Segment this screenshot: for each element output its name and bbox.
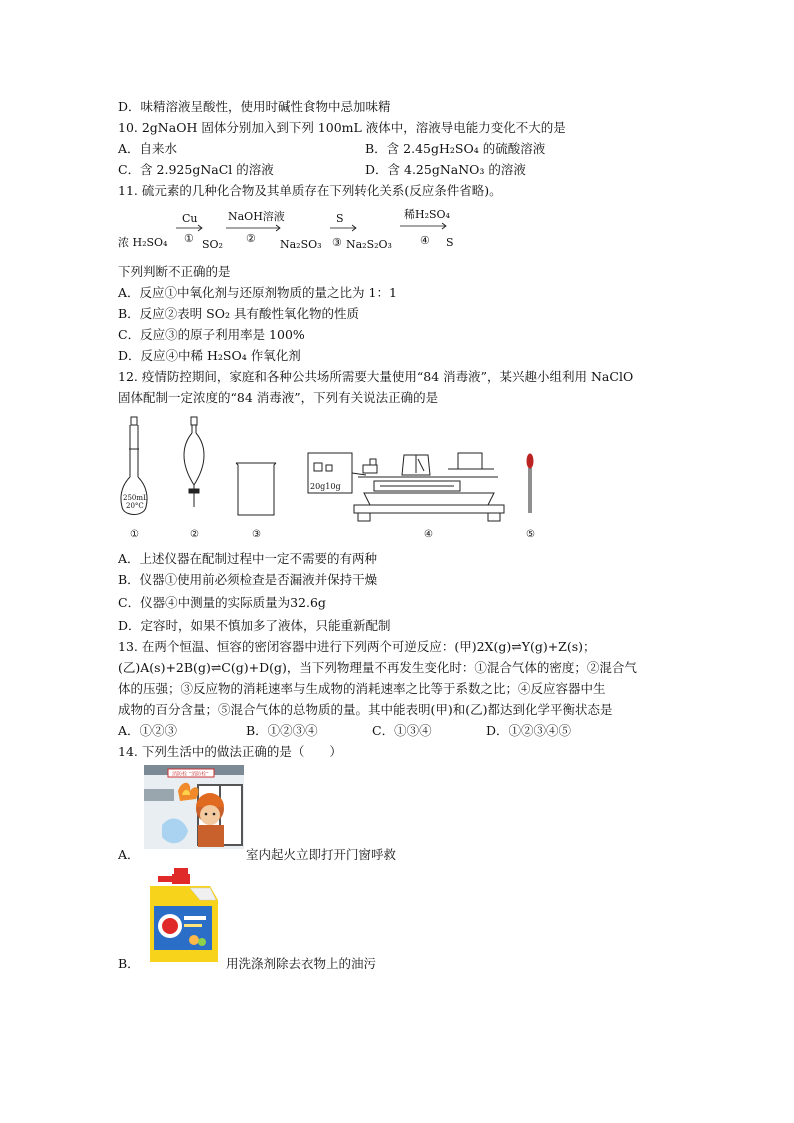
balance-icon [308, 453, 504, 521]
q10-option-a: A．自来水 [118, 141, 178, 156]
sign-text: 消防栓 “消防栓” [172, 771, 209, 778]
q12-option-a: A．上述仪器在配制过程中一定不需要的有两种 [118, 551, 378, 566]
scheme-p1: SO₂ [202, 238, 223, 251]
volumetric-flask-icon [121, 417, 148, 515]
dropper-icon [527, 454, 533, 513]
scheme-r4-reagent: 稀H₂SO₄ [404, 208, 450, 221]
q12-option-b: B．仪器①使用前必须检查是否漏液并保持干燥 [118, 572, 378, 587]
detergent-bottle-image [144, 866, 224, 970]
fire-escape-cartoon-image [144, 765, 244, 861]
q11-option-d: D．反应④中稀 H₂SO₄ 作氧化剂 [118, 348, 301, 363]
q13-option-d: D．①②③④⑤ [486, 723, 572, 738]
weights-label: 20g10g [310, 482, 341, 491]
scheme-r2-reagent: NaOH溶液 [228, 210, 285, 223]
q13-option-c: C．①③④ [372, 723, 432, 738]
flask-volume-label: 250mL [123, 494, 148, 502]
scheme-start: 浓 H₂SO₄ [118, 236, 168, 249]
q14-option-b-letter: B． [118, 956, 140, 971]
flask-temp-label: 20°C [126, 502, 144, 510]
scheme-p2: Na₂SO₃ [280, 238, 322, 251]
q12-option-c: C．仪器④中测量的实际质量为32.6g [118, 595, 326, 610]
q13-line1: 13. 在两个恒温、恒容的密闭容器中进行下列两个可逆反应：(甲)2X(g)⇌Y(g)+Z(s)； [118, 639, 596, 654]
label-5: ⑤ [526, 529, 535, 540]
q14-stem: 14. 下列生活中的做法正确的是（ ） [118, 744, 342, 759]
scheme-r3-number: ③ [332, 236, 342, 249]
q13-line3: 体的压强；③反应物的消耗速率与生成物的消耗速率之比等于系数之比；④反应容器中生 [118, 681, 606, 696]
q10-option-c: C．含 2.925gNaCl 的溶液 [118, 162, 274, 177]
q10-stem: 10. 2gNaOH 固体分别加入到下列 100mL 液体中，溶液导电能力变化不大的是 [118, 120, 566, 135]
q12-stem-line1: 12. 疫情防控期间，家庭和各种公共场所需要大量使用“84 消毒液”，某兴趣小组利用 NaClO [118, 369, 634, 384]
q12-apparatus-figure [118, 415, 558, 543]
q11-reaction-scheme [118, 206, 478, 254]
q11-option-b: B．反应②表明 SO₂ 具有酸性氧化物的性质 [118, 306, 359, 321]
scheme-r2-number: ② [246, 232, 256, 245]
q14-option-b-text: 用洗涤剂除去衣物上的油污 [226, 956, 377, 971]
q11-ask: 下列判断不正确的是 [118, 264, 231, 279]
q10-option-d: D．含 4.25gNaNO₃ 的溶液 [365, 162, 526, 177]
q12-stem-line2: 固体配制一定浓度的“84 消毒液”，下列有关说法正确的是 [118, 390, 439, 405]
scheme-r4-number: ④ [420, 234, 430, 247]
scheme-p4: S [446, 236, 454, 249]
q9-option-d: D．味精溶液呈酸性，使用时碱性食物中忌加味精 [118, 99, 391, 114]
separatory-funnel-icon [184, 417, 204, 507]
q11-option-a: A．反应①中氧化剂与还原剂物质的量之比为 1：1 [118, 285, 397, 300]
q13-line2: (乙)A(s)+2B(g)⇌C(g)+D(g)，当下列物理量不再发生变化时：①混合气体的密度；②混合气 [118, 660, 637, 675]
q10-option-b: B．含 2.45gH₂SO₄ 的硫酸溶液 [365, 141, 546, 156]
q13-option-a: A．①②③ [118, 723, 178, 738]
q13-option-b: B．①②③④ [246, 723, 318, 738]
beaker-icon [236, 463, 276, 515]
q13-line4: 成物的百分含量；⑤混合气体的总物质的量。其中能表明(甲)和(乙)都达到化学平衡状态是 [118, 702, 613, 717]
scheme-r1-reagent: Cu [182, 212, 198, 225]
q14-option-a-text: 室内起火立即打开门窗呼救 [246, 847, 397, 862]
label-1: ① [130, 529, 139, 540]
scheme-p3: Na₂S₂O₃ [346, 238, 392, 251]
q11-stem: 11. 硫元素的几种化合物及其单质存在下列转化关系(反应条件省略)。 [118, 183, 502, 198]
scheme-r1-number: ① [184, 232, 194, 245]
q12-option-d: D．定容时，如果不慎加多了液体，只能重新配制 [118, 618, 391, 633]
label-4: ④ [424, 529, 433, 540]
scheme-r3-reagent: S [336, 212, 344, 225]
q11-option-c: C．反应③的原子利用率是 100% [118, 327, 305, 342]
q14-option-a-letter: A． [118, 847, 140, 862]
label-3: ③ [252, 529, 261, 540]
label-2: ② [190, 529, 199, 540]
